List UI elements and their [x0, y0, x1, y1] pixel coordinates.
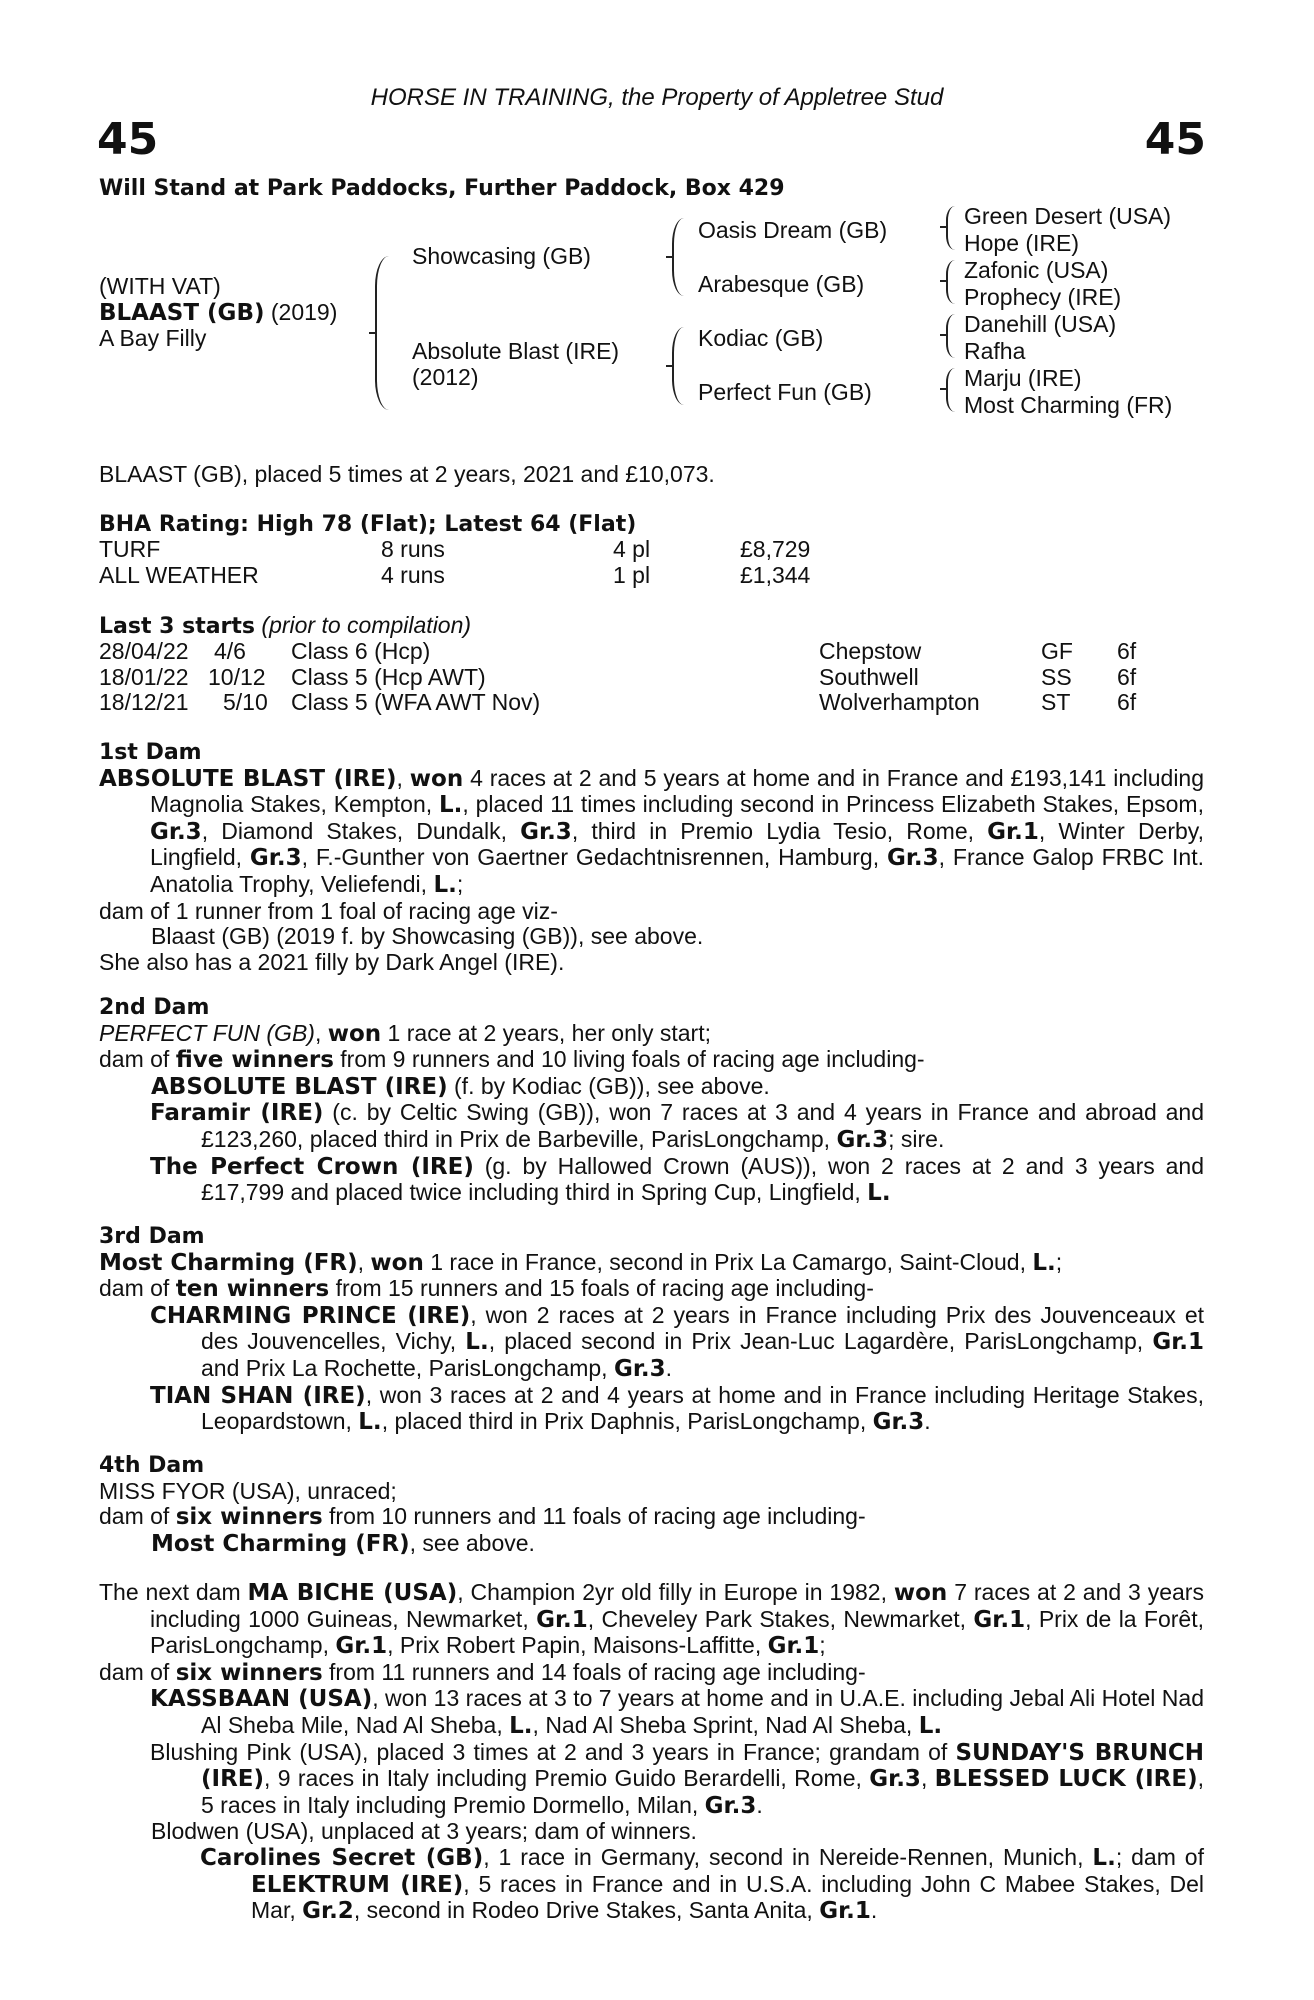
- horse-name: BLAAST (GB): [99, 300, 265, 326]
- text-run: , France Galop FRBC Int. Anatolia Trophy, Veliefendi,: [150, 844, 1204, 897]
- text-run: , 9 races in Italy including Premio Guido Berardelli, Rome,: [264, 1765, 870, 1792]
- start-going: GF: [1041, 638, 1073, 664]
- text-run: , 1 race in Germany, second in Nereide-Rennen, Munich,: [483, 1843, 1093, 1870]
- start-distance: 6f: [1117, 689, 1137, 716]
- pedigree-dam-sire: Kodiac (GB): [698, 325, 824, 351]
- second-dam-produce-item: [99, 1154, 1204, 1207]
- pedigree-brace-gen3: [946, 260, 956, 304]
- start-date: 18/12/21: [99, 689, 189, 716]
- bold-text-run: Gr.1: [819, 1898, 871, 1925]
- text-run: , Prix Robert Papin, Maisons-Laffitte,: [387, 1632, 768, 1659]
- rating-row: [99, 537, 859, 563]
- pedigree-brace-notch: [369, 332, 376, 337]
- race-summary: BLAAST (GB), placed 5 times at 2 years, 2021 and £10,073.: [99, 461, 715, 487]
- pedigree-sire-dam: Arabesque (GB): [698, 271, 865, 297]
- rating-amount: £8,729: [740, 536, 811, 562]
- pedigree-brace-parents: [375, 256, 389, 410]
- start-class: Class 6 (Hcp): [291, 638, 431, 664]
- starts-note: (prior to compilation): [255, 612, 472, 638]
- bold-text-run: L.: [358, 1409, 382, 1436]
- rating-placed: 4 pl: [613, 536, 651, 562]
- pedigree-brace-sire: [672, 218, 684, 296]
- starts-heading: Last 3 starts: [99, 614, 256, 639]
- bold-text-run: L.: [1032, 1249, 1056, 1276]
- start-course: Chepstow: [819, 638, 922, 664]
- pedigree-brace-notch: [666, 365, 673, 370]
- text-run: from 11 runners and 14 foals of racing age including-: [322, 1658, 866, 1685]
- bold-text-run: L.: [433, 871, 457, 898]
- second-dam-produce-item: [99, 1100, 1204, 1153]
- bold-text-run: five winners: [175, 1047, 334, 1074]
- text-run: , won 3 races at 2 and 4 years at home and in France including Heritage Stakes, Leopardstown,: [201, 1381, 1204, 1435]
- start-position: 5/10: [223, 689, 268, 716]
- text-run: dam of: [99, 1046, 176, 1073]
- bold-text-run: ten winners: [175, 1276, 330, 1303]
- bold-text-run: six winners: [175, 1659, 323, 1686]
- bold-text-run: Carolines Secret (GB): [200, 1844, 484, 1871]
- bold-text-run: Gr.1: [987, 818, 1039, 845]
- text-run: , Diamond Stakes, Dundalk,: [201, 817, 521, 844]
- pedigree-dam-year: (2012): [412, 364, 479, 390]
- text-run: , placed 11 times including second in Princess Elizabeth Stakes, Epsom,: [462, 791, 1204, 818]
- starts-table: [99, 639, 1149, 716]
- horse-name-line: [99, 300, 337, 327]
- pedigree-sire: Showcasing (GB): [412, 243, 591, 269]
- text-run: from 9 runners and 10 living foals of racing age including-: [333, 1046, 925, 1073]
- first-dam-produce-item: Blaast (GB) (2019 f. by Showcasing (GB)), see above.: [151, 923, 704, 950]
- text-run: (g. by Hallowed Crown (AUS)), won 2 races at 2 and 3 years and £17,799 and placed twice including third in Spring Cup, Lingfield,: [201, 1152, 1204, 1206]
- rating-heading: BHA Rating: High 78 (Flat); Latest 64 (Flat): [99, 512, 637, 537]
- first-dam-section: [99, 740, 1204, 975]
- first-dam-produce-intro: dam of 1 runner from 1 foal of racing age viz-: [99, 897, 558, 924]
- pedigree-brace-gen3: [946, 206, 956, 250]
- next-dam-record: [99, 1580, 1204, 1660]
- text-run: dam of: [99, 1275, 176, 1302]
- rating-amount: £1,344: [740, 561, 811, 588]
- text-run: The next dam: [99, 1579, 248, 1605]
- fourth-dam-produce-intro: [99, 1504, 1204, 1531]
- pedigree-gen3-6: Rafha: [964, 338, 1026, 364]
- text-run: , 5 races in Italy including Premio Dormello, Milan,: [201, 1765, 1204, 1818]
- horse-description: A Bay Filly: [99, 325, 207, 351]
- text-run: , Winter Derby, Lingfield,: [150, 817, 1204, 871]
- bold-text-run: Gr.1: [335, 1633, 388, 1660]
- rating-surface: TURF: [99, 536, 161, 562]
- next-dam-produce-intro: [99, 1660, 1204, 1687]
- text-run: .: [870, 1897, 878, 1924]
- text-run: dam of: [99, 1503, 176, 1530]
- bold-text-run: L.: [509, 1712, 533, 1739]
- bold-text-run: won: [327, 1020, 382, 1047]
- fourth-dam-produce-item: [99, 1531, 1204, 1558]
- bold-text-run: MA BICHE (USA): [247, 1580, 458, 1606]
- pedigree-dam: Absolute Blast (IRE): [412, 338, 620, 364]
- pedigree-brace-notch: [940, 226, 947, 231]
- start-date: 28/04/22: [99, 638, 189, 664]
- first-dam-heading: 1st Dam: [99, 740, 202, 765]
- stand-location: Will Stand at Park Paddocks, Further Paddock, Box 429: [99, 176, 785, 201]
- bold-text-run: Gr.1: [767, 1633, 820, 1660]
- pedigree-brace-notch: [940, 334, 947, 339]
- next-dam-produce-item: Blodwen (USA), unplaced at 3 years; dam of winners.: [151, 1818, 697, 1845]
- page-title: HORSE IN TRAINING, the Property of Appletree Stud: [370, 84, 944, 111]
- bold-text-run: Gr.3: [869, 1766, 921, 1793]
- start-row: [99, 639, 1149, 665]
- text-run: , won 13 races at 3 to 7 years at home and in U.A.E. including Jebal Ali Hotel Nad Al Sheba Mile, Nad Al Sheba,: [201, 1685, 1204, 1738]
- bold-text-run: L.: [438, 792, 463, 819]
- third-dam-produce-intro: [99, 1276, 1204, 1303]
- bold-text-run: Gr.3: [613, 1355, 666, 1382]
- bold-text-run: Gr.2: [302, 1898, 354, 1925]
- text-run: ,: [357, 1248, 371, 1275]
- next-dam-produce-item: [99, 1740, 1204, 1820]
- start-going: SS: [1041, 663, 1072, 690]
- bold-text-run: ELEKTRUM (IRE): [251, 1871, 464, 1898]
- pedigree-gen3-4: Prophecy (IRE): [964, 284, 1122, 310]
- bold-text-run: SUNDAY'S BRUNCH (IRE): [201, 1739, 1204, 1793]
- text-run: , 5 races in France and in U.S.A. including John C Mabee Stakes, Del Mar,: [251, 1870, 1205, 1924]
- bold-text-run: Gr.3: [886, 845, 939, 872]
- text-run: 7 races at 2 and 3 years including 1000 Guineas, Newmarket,: [150, 1579, 1204, 1632]
- text-run: , Prix de la Forêt, ParisLongchamp,: [150, 1605, 1204, 1659]
- bold-text-run: KASSBAAN (USA): [150, 1686, 373, 1713]
- start-class: Class 5 (WFA AWT Nov): [291, 689, 541, 716]
- pedigree-brace-gen3: [946, 314, 956, 358]
- text-run: ,: [314, 1019, 328, 1046]
- horse-year: (2019): [264, 299, 338, 325]
- text-run: , Cheveley Park Stakes, Newmarket,: [587, 1605, 974, 1632]
- start-position: 10/12: [208, 663, 266, 690]
- text-run: 1 race at 2 years, her only start;: [381, 1019, 711, 1046]
- fourth-dam-section: [99, 1453, 1204, 1557]
- bold-text-run: Most Charming (FR): [151, 1530, 410, 1557]
- next-dam-produce-item: [99, 1686, 1204, 1739]
- bold-text-run: won: [893, 1580, 948, 1606]
- vat-label: (WITH VAT): [99, 273, 221, 299]
- start-distance: 6f: [1117, 663, 1137, 690]
- pedigree-gen3-5: Danehill (USA): [964, 311, 1117, 337]
- text-run: ,: [396, 764, 410, 791]
- pedigree-gen3-3: Zafonic (USA): [964, 257, 1109, 283]
- fourth-dam-heading: 4th Dam: [99, 1453, 205, 1478]
- pedigree-brace-notch: [666, 256, 673, 261]
- pedigree-gen3-1: Green Desert (USA): [964, 203, 1172, 229]
- text-run: ;: [456, 870, 464, 897]
- bold-text-run: Gr.3: [836, 1126, 889, 1153]
- second-dam-heading: 2nd Dam: [99, 995, 210, 1020]
- rating-placed: 1 pl: [613, 561, 651, 588]
- bold-text-run: The Perfect Crown (IRE): [150, 1153, 474, 1180]
- second-dam-record: [99, 1021, 1204, 1048]
- text-run: , second in Rodeo Drive Stakes, Santa Anita,: [353, 1897, 820, 1924]
- start-course: Wolverhampton: [819, 689, 980, 716]
- text-run: , Nad Al Sheba Sprint, Nad Al Sheba,: [532, 1711, 919, 1738]
- text-run: , placed third in Prix Daphnis, ParisLongchamp,: [381, 1408, 873, 1435]
- bold-text-run: Gr.3: [872, 1409, 925, 1436]
- lot-number-left: 45: [97, 114, 159, 165]
- start-date: 18/01/22: [99, 663, 189, 690]
- pedigree-brace-notch: [940, 388, 947, 393]
- second-dam-produce-intro: [99, 1047, 1204, 1074]
- text-run: , placed second in Prix Jean-Luc Lagardère, ParisLongchamp,: [488, 1328, 1153, 1355]
- bold-text-run: ABSOLUTE BLAST (IRE): [151, 1073, 448, 1100]
- start-class: Class 5 (Hcp AWT): [291, 663, 486, 690]
- start-row: [99, 665, 1149, 691]
- text-run: ;: [819, 1632, 826, 1659]
- bold-text-run: TIAN SHAN (IRE): [150, 1382, 366, 1409]
- text-run: dam of: [99, 1658, 176, 1685]
- rating-surface: ALL WEATHER: [99, 561, 259, 588]
- bold-text-run: L.: [867, 1180, 891, 1207]
- bold-text-run: Gr.3: [249, 845, 302, 872]
- text-run: (f. by Kodiac (GB)), see above.: [447, 1072, 770, 1099]
- fourth-dam-record: MISS FYOR (USA), unraced;: [99, 1477, 397, 1504]
- pedigree-brace-dam: [672, 327, 684, 405]
- start-position: 4/6: [214, 638, 246, 664]
- text-run: , won 2 races at 2 years in France including Prix des Jouvenceaux et des Jouvencelles, Vichy,: [201, 1301, 1204, 1355]
- next-dam-section: [99, 1580, 1204, 1925]
- text-run: Blushing Pink (USA), placed 3 times at 2 and 3 years in France; grandam of: [150, 1738, 956, 1765]
- bold-text-run: Most Charming (FR): [99, 1249, 358, 1276]
- text-run: 4 races at 2 and 5 years at home and in France and £193,141 including Magnolia Stakes, Kempton,: [150, 764, 1205, 818]
- second-dam-produce-item: [99, 1074, 1204, 1101]
- bold-text-run: L.: [918, 1712, 943, 1739]
- text-run: ; sire.: [888, 1125, 945, 1152]
- bold-text-run: L.: [1092, 1844, 1116, 1871]
- third-dam-section: [99, 1224, 1204, 1436]
- text-run: , see above.: [409, 1529, 535, 1556]
- bold-text-run: ABSOLUTE BLAST (IRE): [99, 765, 397, 792]
- lot-number-right: 45: [1144, 114, 1206, 165]
- bold-text-run: Gr.3: [150, 818, 202, 845]
- rating-row: [99, 563, 859, 589]
- next-dam-grand-produce-item: [99, 1845, 1204, 1925]
- third-dam-heading: 3rd Dam: [99, 1224, 205, 1249]
- third-dam-record: [99, 1250, 1204, 1277]
- bold-text-run: Gr.3: [520, 818, 572, 845]
- pedigree-gen3-2: Hope (IRE): [964, 230, 1080, 256]
- text-run: from 15 runners and 15 foals of racing age including-: [329, 1275, 874, 1302]
- text-run: .: [756, 1791, 763, 1818]
- text-run: 1 race in France, second in Prix La Camargo, Saint-Cloud,: [423, 1248, 1033, 1275]
- text-run: from 10 runners and 11 foals of racing age including-: [322, 1503, 866, 1530]
- start-going: ST: [1041, 689, 1071, 716]
- text-run: ; dam of: [1115, 1843, 1204, 1870]
- starts-heading-line: [99, 613, 471, 640]
- second-dam-section: [99, 995, 1204, 1207]
- start-course: Southwell: [819, 663, 919, 690]
- text-run: (c. by Celtic Swing (GB)), won 7 races at 3 and 4 years in France and abroad and £123,260, placed third in Prix de Barbeville, ParisLongchamp,: [201, 1099, 1205, 1152]
- pedigree-dam-dam: Perfect Fun (GB): [698, 379, 872, 405]
- rating-table: [99, 537, 859, 588]
- bold-text-run: Gr.1: [973, 1606, 1026, 1633]
- text-run: .: [665, 1354, 673, 1381]
- pedigree-brace-gen3: [946, 368, 956, 412]
- text-run: , F.-Gunther von Gaertner Gedachtnisrennen, Hamburg,: [301, 844, 887, 871]
- bold-text-run: Gr.1: [536, 1606, 588, 1633]
- bold-text-run: CHARMING PRINCE (IRE): [150, 1302, 471, 1329]
- rating-runs: 4 runs: [381, 561, 445, 588]
- bold-text-run: L.: [465, 1329, 489, 1356]
- text-run: and Prix La Rochette, ParisLongchamp,: [201, 1354, 614, 1381]
- italic-text-run: PERFECT FUN (GB): [99, 1019, 315, 1046]
- pedigree-gen3-8: Most Charming (FR): [964, 392, 1173, 418]
- text-run: , third in Premio Lydia Tesio, Rome,: [571, 817, 988, 844]
- pedigree-brace-notch: [940, 280, 947, 285]
- bold-text-run: six winners: [175, 1504, 323, 1531]
- text-run: ,: [920, 1765, 935, 1792]
- bold-text-run: Gr.1: [1152, 1329, 1204, 1356]
- text-run: , Champion 2yr old filly in Europe in 1982,: [457, 1579, 894, 1605]
- first-dam-note: She also has a 2021 filly by Dark Angel (IRE).: [99, 948, 565, 975]
- pedigree-gen3-7: Marju (IRE): [964, 365, 1082, 391]
- start-row: [99, 690, 1149, 716]
- third-dam-produce-item: [99, 1383, 1204, 1436]
- start-distance: 6f: [1117, 638, 1137, 664]
- text-run: ;: [1055, 1248, 1063, 1275]
- text-run: .: [924, 1408, 931, 1435]
- third-dam-produce-item: [99, 1303, 1204, 1383]
- rating-runs: 8 runs: [381, 536, 445, 562]
- pedigree-sire-sire: Oasis Dream (GB): [698, 217, 888, 243]
- bold-text-run: Gr.3: [704, 1792, 757, 1819]
- bold-text-run: won: [370, 1249, 424, 1276]
- bold-text-run: BLESSED LUCK (IRE): [934, 1766, 1198, 1793]
- first-dam-record: [99, 766, 1204, 899]
- bold-text-run: Faramir (IRE): [150, 1100, 324, 1127]
- bold-text-run: won: [409, 765, 464, 792]
